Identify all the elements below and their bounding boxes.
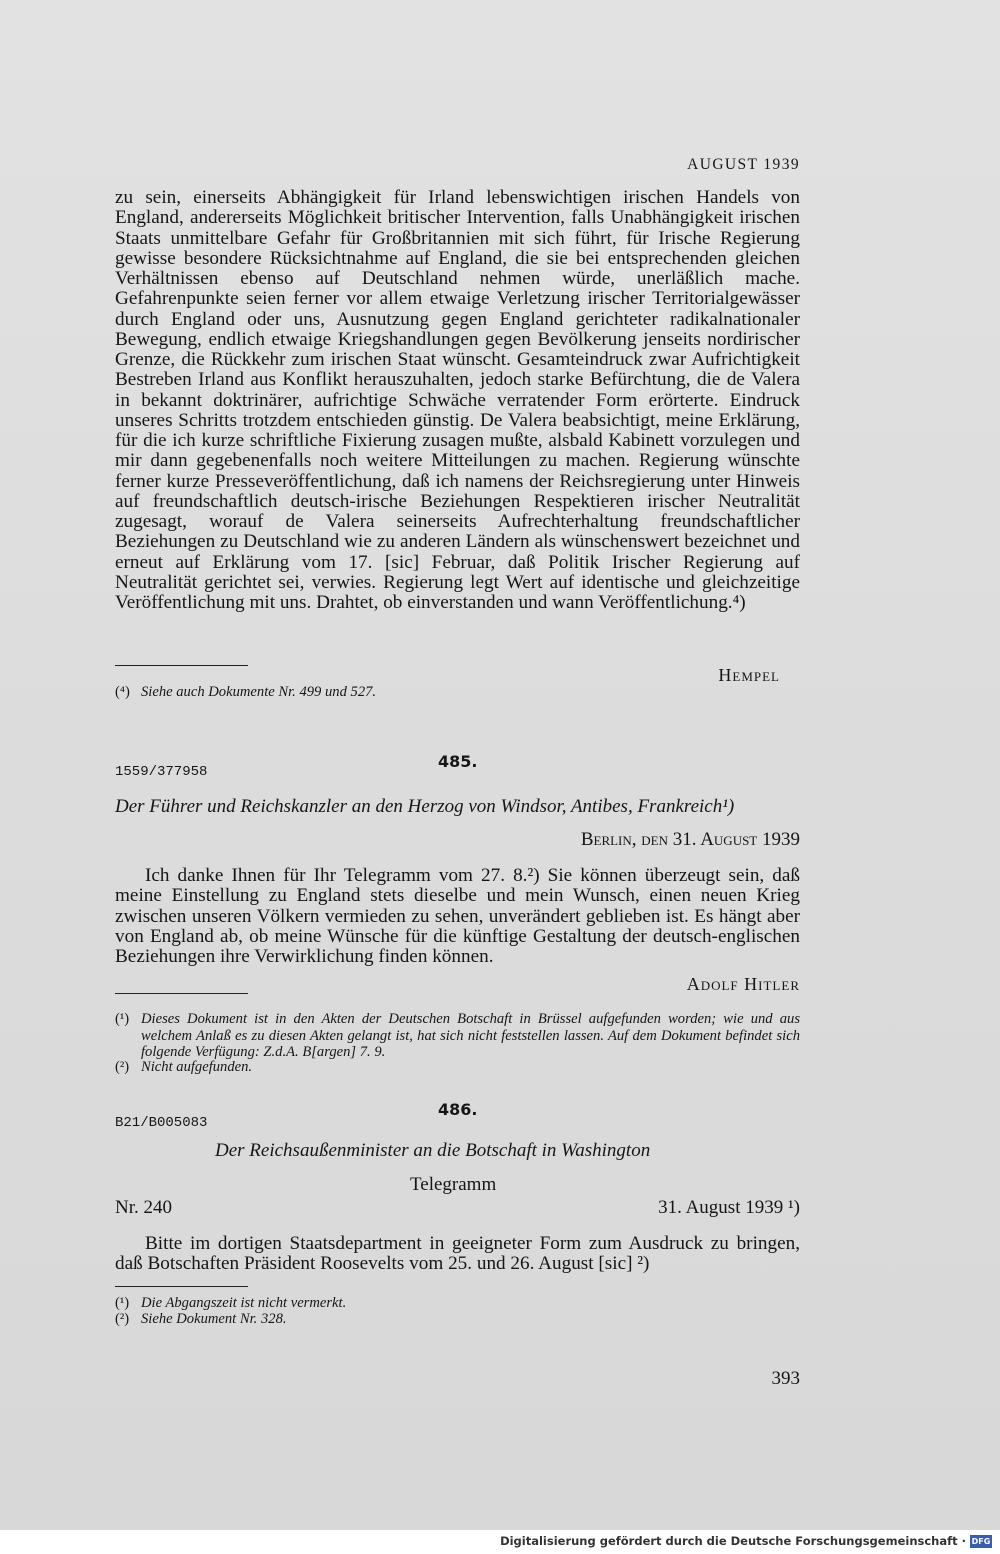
document-type: Telegramm [410, 1174, 497, 1195]
footnote-mark: (⁴) [115, 684, 130, 700]
footnote-mark: (²) [115, 1059, 130, 1075]
footnote-1-485 [115, 1011, 800, 1061]
footnote-4 [115, 684, 800, 701]
body-paragraph-485: Ich danke Ihnen für Ihr Telegramm vom 27. 8.²) Sie können überzeugt sein, daß meine Einstellung zu England stets dieselbe und mein Wunsch, einen neuen Krieg zwischen unseren Völkern vermieden zu sehen, unverändert geblieben ist. Es hängt aber von England ab, ob meine Wünsche für die künftige Gestaltung der deutsch-englischen Beziehungen ihre Verwirklichung finden können. [115, 865, 800, 967]
footnote-text: Nicht aufgefunden. [141, 1059, 253, 1075]
footnote-rule [115, 993, 248, 994]
footnote-text: Siehe Dokument Nr. 328. [141, 1311, 287, 1327]
place-date-485 [581, 829, 800, 851]
footnote-1-486 [115, 1295, 800, 1312]
place-date-text: Berlin, den 31. August 1939 [580, 829, 800, 850]
continuation-paragraph: zu sein, einerseits Abhängigkeit für Irland lebenswichtigen irischen Handels von England, andererseits Möglichkeit britischer Intervention, falls Unabhängigkeit irischen Staats unmittelbare Gefahr für Großbritannien mit sich führt, für Irische Regierung gewisse besondere Rücksichtnahme auf England, die sie bei entsprechenden gleichen Verhältnissen ebenso auf Deutschland nehmen würde, unerläßlich mache. Gefahrenpunkte seien ferner vor allem etwaige Verletzung irischer Territorialgewässer durch England oder uns, Ausnutzung gegen England gerichteter radikalnationaler Bewegung, endlich etwaige Kriegshandlungen gegen Bevölkerung jenseits nordirischer Grenze, die Rückkehr zum irischen Staat wünscht. Gesamteindruck zwar Aufrichtigkeit Bestreben Irland aus Konflikt herauszuhalten, jedoch starke Befürchtung, die de Valera in bekannt doktrinärer, aufrichtige Schwäche verratender Form erörterte. Eindruck unseres Schritts trotzdem entschieden günstig. De Valera beabsichtigt, meine Erklärung, für die ich kurze schriftliche Fixierung zusagen mußte, alsbald Kabinett vorzulegen und mir dann gegebenenfalls noch weitere Mitteilungen zu machen. Regierung wünschte ferner kurze Presseveröffentlichung, daß ich namens der Reichsregierung unter Hinweis auf freundschaftlich deutsch-irische Beziehungen Respektieren irischer Neutralität zugesagt, worauf de Valera seinerseits Aufrechterhaltung freundschaftlicher Beziehungen zu Deutschland wie zu anderen Ländern als wünschenswert bezeichnet und erneut auf Erklärung vom 17. [sic] Februar, daß Politik Irischer Regierung auf Neutralität gerichtet sei, verwies. Regierung legt Wert auf identische und gleichzeitige Veröffentlichung mit uns. Drahtet, ob einverstanden und wann Veröffentlichung.⁴) [115, 187, 800, 613]
footnote-text: Die Abgangszeit ist nicht vermerkt. [141, 1295, 347, 1311]
body-paragraph-486: Bitte im dortigen Staatsdepartment in geeigneter Form zum Ausdruck zu bringen, daß Botschaften Präsident Roosevelts vom 25. und 26. August [sic] ²) [115, 1233, 800, 1275]
document-body-486 [115, 1234, 800, 1275]
footnote-mark: (²) [115, 1311, 130, 1327]
footnote-text: Dieses Dokument ist in den Akten der Deutschen Botschaft in Brüssel aufgefunden worden; wie und aus welchem Anlaß es zu diesen Akten gelangt ist, hat sich nicht feststellen lassen. Auf dem Dokument befindet sich folgende Verfügung: Z.d.A. B[argen] 7. 9. [141, 1011, 800, 1060]
continuation-body [115, 188, 800, 613]
document-number-486: 486. [438, 1100, 478, 1119]
archive-reference-485: 1559/377958 [115, 764, 208, 780]
footnote-text: Siehe auch Dokumente Nr. 499 und 527. [141, 684, 377, 700]
footnote-rule [115, 665, 248, 666]
dfg-logo-icon: DFG [971, 1537, 991, 1546]
signature-hitler: Adolf Hitler [686, 974, 800, 994]
funding-footer [0, 1530, 1000, 1554]
document-number-485: 485. [438, 752, 478, 771]
footnote-rule [115, 1286, 248, 1287]
document-heading-486: Der Reichsaußenminister an die Botschaft in Washington [215, 1140, 651, 1161]
footnote-mark: (¹) [115, 1011, 130, 1027]
footnote-2-486 [115, 1311, 800, 1328]
page-number: 393 [771, 1368, 800, 1389]
running-head: AUGUST 1939 [687, 156, 800, 173]
telegram-date: 31. August 1939 ¹) [658, 1197, 800, 1218]
telegram-number: Nr. 240 [115, 1197, 172, 1218]
signature-hempel: Hempel [718, 665, 780, 685]
footnote-2-485 [115, 1059, 800, 1076]
funding-notice: Digitalisierung gefördert durch die Deutsche Forschungsgemeinschaft · [500, 1534, 966, 1548]
footnote-mark: (¹) [115, 1295, 130, 1311]
archive-reference-486: B21/B005083 [115, 1115, 208, 1131]
document-heading-485: Der Führer und Reichskanzler an den Herzog von Windsor, Antibes, Frankreich¹) [115, 796, 735, 817]
document-body-485 [115, 866, 800, 967]
